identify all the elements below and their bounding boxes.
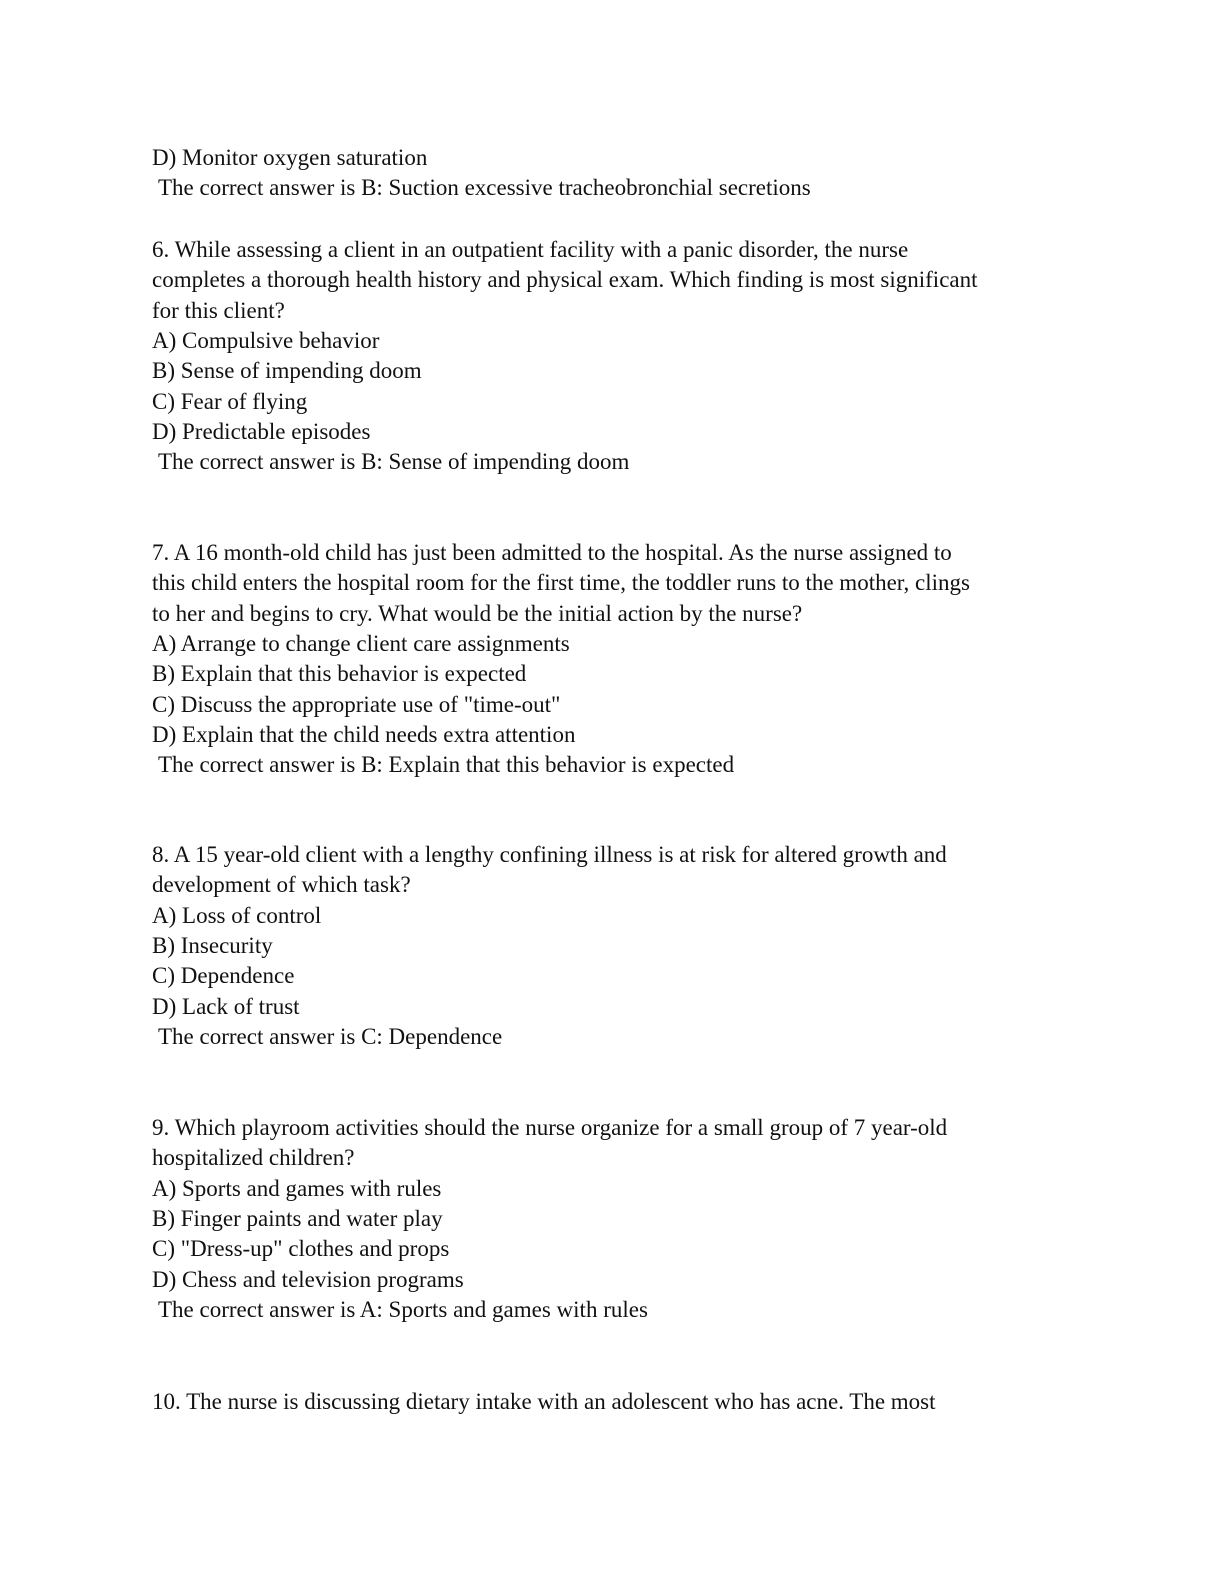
text-line: A) Compulsive behavior: [152, 327, 380, 353]
text-line: D) Lack of trust: [152, 993, 300, 1019]
text-line: development of which task?: [152, 872, 411, 898]
text-line: C) "Dress-up" clothes and props: [152, 1236, 450, 1262]
text-line: B) Insecurity: [152, 932, 273, 958]
text-line: C) Fear of flying: [152, 388, 308, 414]
text-line: C) Discuss the appropriate use of "time-out": [152, 691, 561, 717]
text-line: A) Loss of control: [152, 902, 322, 928]
text-line: A) Arrange to change client care assignments: [152, 630, 570, 656]
text-line: D) Explain that the child needs extra attention: [152, 721, 576, 747]
text-line: completes a thorough health history and physical exam. Which finding is most significant: [152, 267, 978, 293]
text-line: D) Chess and television programs: [152, 1266, 464, 1292]
question-text: 6. While assessing a client in an outpatient facility with a panic disorder, the nurse: [152, 237, 909, 262]
text-line: B) Explain that this behavior is expected: [152, 661, 527, 687]
text-line: B) Sense of impending doom: [152, 358, 422, 384]
text-line: D) Predictable episodes: [152, 418, 371, 444]
text-line: D) Monitor oxygen saturation: [152, 145, 428, 170]
correct-answer: The correct answer is B: Explain that this behavior is expected: [158, 752, 735, 778]
correct-answer: The correct answer is C: Dependence: [158, 1023, 503, 1049]
question-text: 10. The nurse is discussing dietary intake with an adolescent who has acne. The most: [152, 1389, 936, 1414]
text-line: C) Dependence: [152, 963, 295, 989]
question-text: 8. A 15 year-old client with a lengthy confining illness is at risk for altered growth and: [152, 842, 947, 867]
text-line: for this client?: [152, 297, 285, 323]
text-line: hospitalized children?: [152, 1145, 355, 1171]
text-line: this child enters the hospital room for the first time, the toddler runs to the mother, clings: [152, 570, 970, 596]
question-text: 7. A 16 month-old child has just been admitted to the hospital. As the nurse assigned to: [152, 540, 952, 565]
text-line: A) Sports and games with rules: [152, 1175, 442, 1201]
question-text: 9. Which playroom activities should the nurse organize for a small group of 7 year-old: [152, 1115, 948, 1140]
correct-answer: The correct answer is B: Suction excessive tracheobronchial secretions: [158, 175, 811, 201]
correct-answer: The correct answer is A: Sports and games with rules: [158, 1296, 648, 1322]
correct-answer: The correct answer is B: Sense of impending doom: [158, 449, 630, 475]
text-line: to her and begins to cry. What would be the initial action by the nurse?: [152, 600, 803, 626]
text-line: B) Finger paints and water play: [152, 1205, 443, 1231]
